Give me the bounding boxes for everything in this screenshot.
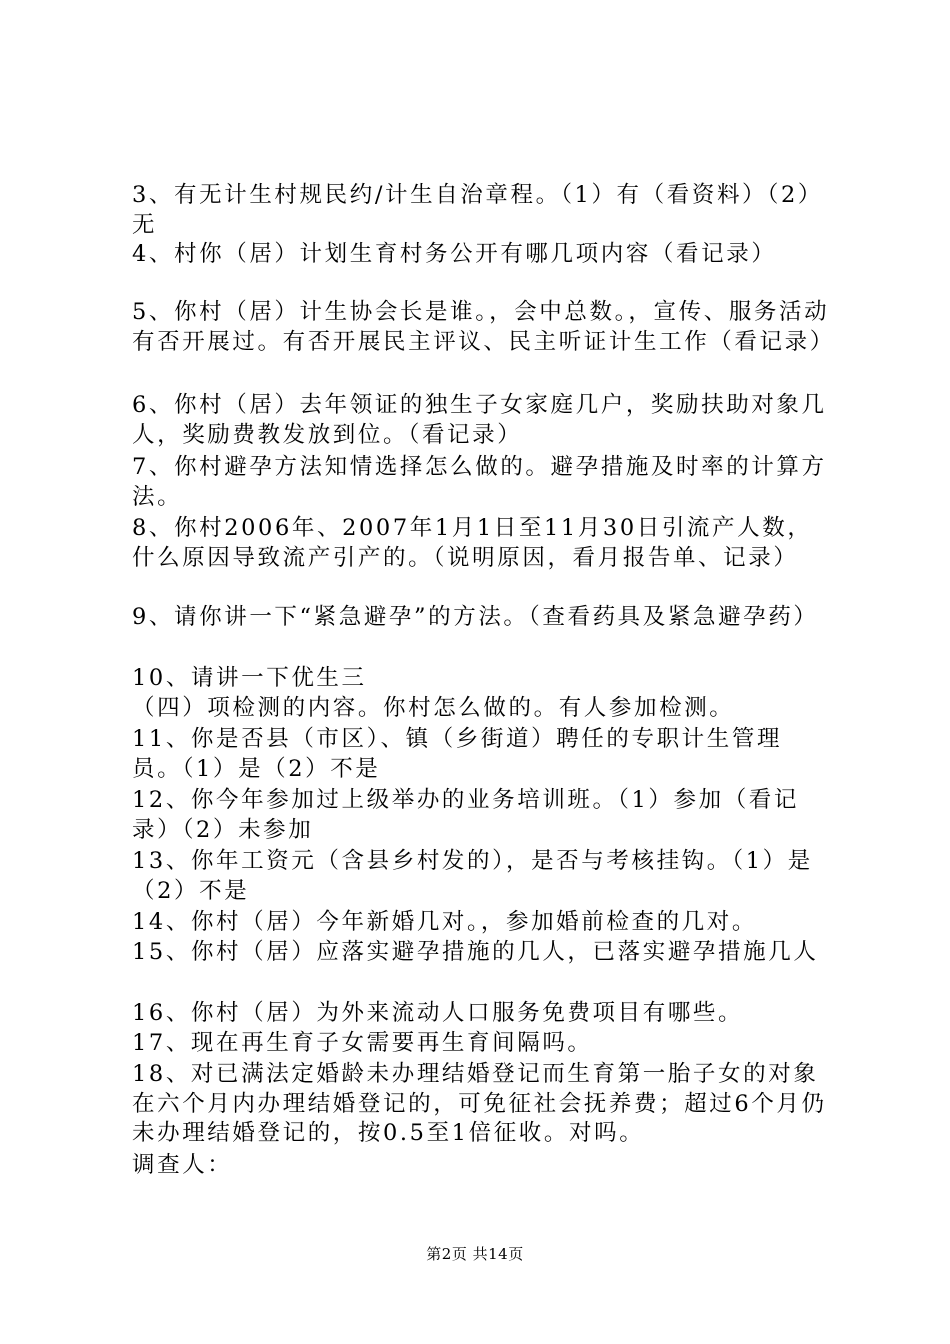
paragraph-item-14: 14、你村（居）今年新婚几对。，参加婚前检查的几对。	[132, 909, 757, 935]
paragraph-item-8: 8、你村2006年、2007年1月1日至11月30日引流产人数，什么原因导致流产引产的。（说明原因，看月报告单、记录）	[132, 515, 813, 571]
paragraph-item-3: 3、有无计生村规民约/计生自治章程。（1）有（看资料）（2）无	[132, 182, 824, 238]
paragraph-item-12: 12、你今年参加过上级举办的业务培训班。（1）参加（看记录）（2）未参加	[132, 787, 799, 843]
paragraph-item-13: 13、你年工资元（含县乡村发的），是否与考核挂钩。（1）是（2）不是	[132, 848, 813, 904]
paragraph-item-6: 6、你村（居）去年领证的独生子女家庭几户，奖励扶助对象几人，奖励费教发放到位。（看记录）	[132, 392, 827, 448]
paragraph-item-10: 10、请讲一下优生三	[132, 665, 367, 691]
paragraph-item-16: 16、你村（居）为外来流动人口服务免费项目有哪些。	[132, 1000, 744, 1026]
investigator-label: 调查人：	[132, 1152, 233, 1178]
paragraph-item-5: 5、你村（居）计生协会长是谁。，会中总数。，宣传、服务活动有否开展过。有否开展民主评议、民主听证计生工作（看记录）	[132, 299, 835, 355]
paragraph-item-7: 7、你村避孕方法知情选择怎么做的。避孕措施及时率的计算方法。	[132, 454, 827, 510]
paragraph-item-11: 11、你是否县（市区）、镇（乡街道）聘任的专职计生管理员。（1）是（2）不是	[132, 726, 783, 782]
page-footer: 第2页 共14页	[426, 1245, 524, 1263]
paragraph-item-10-continued: （四）项检测的内容。你村怎么做的。有人参加检测。	[132, 695, 735, 721]
paragraph-item-4: 4、村你（居）计划生育村务公开有哪几项内容（看记录）	[132, 241, 777, 267]
paragraph-item-18: 18、对已满法定婚龄未办理结婚登记而生育第一胎子女的对象在六个月内办理结婚登记的，可免征社会抚养费；超过6个月仍未办理结婚登记的，按0.5至1倍征收。对吗。	[132, 1061, 827, 1146]
paragraph-item-17: 17、现在再生育子女需要再生育间隔吗。	[132, 1030, 593, 1056]
paragraph-item-15: 15、你村（居）应落实避孕措施的几人，已落实避孕措施几人	[132, 939, 819, 965]
paragraph-item-9: 9、请你讲一下“紧急避孕”的方法。（查看药具及紧急避孕药）	[132, 604, 819, 630]
